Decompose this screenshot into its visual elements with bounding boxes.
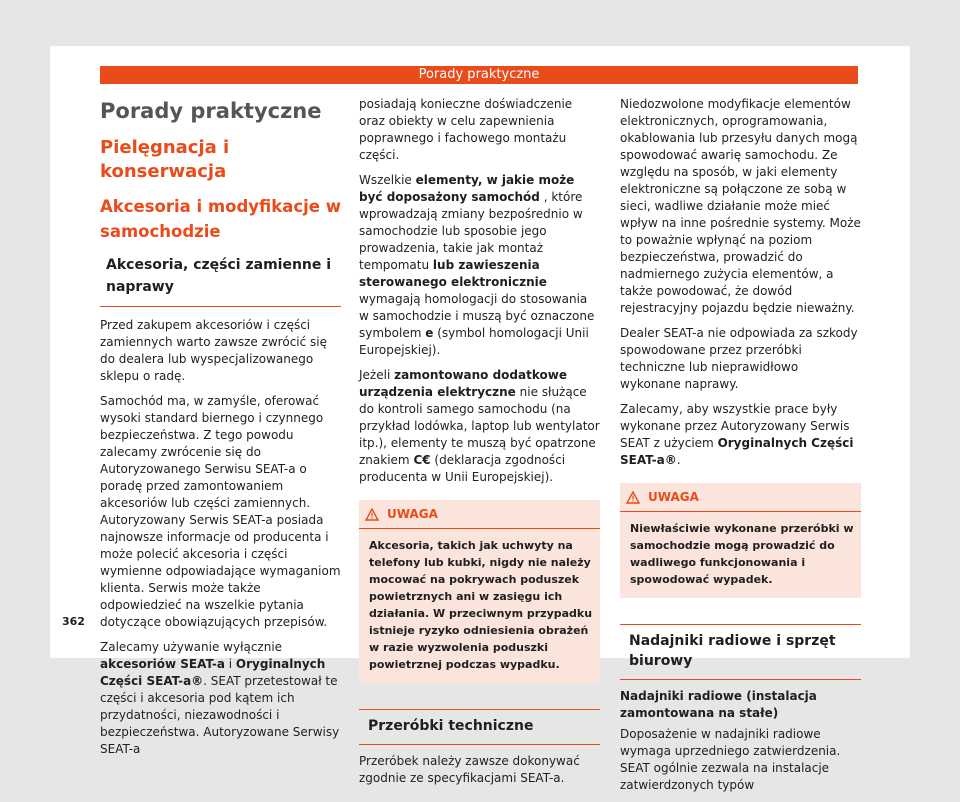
- paragraph: Doposażenie w nadajniki radiowe wymaga uprzedniego zatwierdzenia. SEAT ogólnie zezwala na instalacje zatwierdzonych typów: [620, 727, 841, 792]
- page-number: 362: [62, 615, 85, 628]
- warning-box: [359, 500, 600, 683]
- warning-triangle-icon: [626, 491, 640, 504]
- warning-label: UWAGA: [648, 490, 699, 504]
- section-title: Pielęgnacja i konserwacja: [100, 137, 230, 182]
- column-3: [620, 96, 861, 802]
- subheading: Nadajniki radiowe (instalacja zamontowana na stałe): [620, 689, 817, 720]
- paragraph: Zalecamy, aby wszystkie prace były wykonane przez Autoryzowany Serwis SEAT z użyciem Oryginalnych Części SEAT-a®.: [620, 402, 854, 467]
- section-heading: Przeróbki techniczne: [359, 709, 600, 745]
- ce-mark: C€: [413, 453, 431, 467]
- paragraph: Przed zakupem akcesoriów i części zamiennych warto zawsze zwrócić się do dealera lub wyspecjalizowanego sklepu o radę.: [100, 318, 328, 383]
- paragraph: Niedozwolone modyfikacje elementów elektronicznych, oprogramowania, okablowania lub przesyłu danych mogą spowodować awarię samochodu. Ze względu na sposób, w jaki elementy elektroniczne są połączone ze sobą w sieci, wadliwe działanie może mieć wpływ na inne pośrednie systemy. Może to poważnie wpłynąć na poziom bezpieczeństwa, prowadzić do nadmiernego zużycia elementów, a także powodować, że dowód rejestracyjny pojazdu będzie nieważny.: [620, 97, 861, 315]
- warning-text: Akcesoria, takich jak uchwyty na telefony lub kubki, nigdy nie należy mocować na pokrywach poduszek powietrznych ani w zasięgu ich działania. W przeciwnym przypadku istnieje ryzyko odniesienia obrażeń w razie wyzwolenia poduszki powietrznej podczas wypadku.: [369, 539, 593, 671]
- column-2: [359, 96, 600, 795]
- paragraph: Zalecamy używanie wyłącznie akcesoriów SEAT-a i Oryginalnych Części SEAT-a®. SEAT przetestował te części i akcesoria pod kątem ich przydatności, niezawodności i bezpieczeństwa. Autoryzowane Serwisy SEAT-a: [100, 640, 340, 756]
- subsection-title: Akcesoria i modyfikacje w samochodzie: [100, 197, 341, 241]
- warning-label: UWAGA: [387, 507, 438, 521]
- header-bar: Porady praktyczne: [100, 66, 858, 84]
- paragraph: Samochód ma, w zamyśle, oferować wysoki standard biernego i czynnego bezpieczeństwa. Z tego powodu zalecamy zwrócenie się do Autoryzowanego Serwisu SEAT-a o poradę przed zamontowaniem akcesoriów lub części zamiennych. Autoryzowany Serwis SEAT-a posiada najnowsze informacje od producenta i może polecić akcesoria i części wymienne odpowiadające wymaganiom klienta. Serwis może także odpowiedzieć na wszelkie pytania dotyczące obowiązujących przepisów.: [100, 394, 341, 629]
- section-heading: Nadajniki radiowe i sprzęt biurowy: [620, 624, 861, 680]
- paragraph: Wszelkie elementy, w jakie może być doposażony samochód , które wprowadzają zmiany bezpośrednio w samochodzie lub sposobie jego prowadzenia, takie jak montaż tempomatu lub zawieszenia sterowanego elektronicznie wymagają homologacji do stosowania w samochodzie i muszą być oznaczone symbolem e (symbol homologacji Unii Europejskiej).: [359, 173, 595, 357]
- paragraph: Jeżeli zamontowano dodatkowe urządzenia elektryczne nie służące do kontroli samego samochodu (na przykład lodówka, laptop lub wentylator itp.), elementy te muszą być opatrzone znakiem C€ (deklaracja zgodności producenta w Unii Europejskiej).: [359, 368, 600, 484]
- warning-triangle-icon: [365, 508, 379, 521]
- warning-text: Niewłaściwie wykonane przeróbki w samochodzie mogą prowadzić do wadliwego funkcjonowania i spowodować wypadek.: [630, 522, 854, 586]
- topic-title: Akcesoria, części zamienne i naprawy: [100, 254, 341, 307]
- column-1: [100, 98, 341, 766]
- paragraph: posiadają konieczne doświadczenie oraz obiekty w celu zapewnienia poprawnego i fachowego montażu części.: [359, 97, 573, 162]
- warning-box: [620, 483, 861, 598]
- chapter-title: Porady praktyczne: [100, 99, 322, 123]
- paragraph: Dealer SEAT-a nie odpowiada za szkody spowodowane przez przeróbki techniczne lub nieprawidłowo wykonane naprawy.: [620, 326, 858, 391]
- paragraph: Przeróbek należy zawsze dokonywać zgodnie ze specyfikacjami SEAT-a.: [359, 754, 580, 785]
